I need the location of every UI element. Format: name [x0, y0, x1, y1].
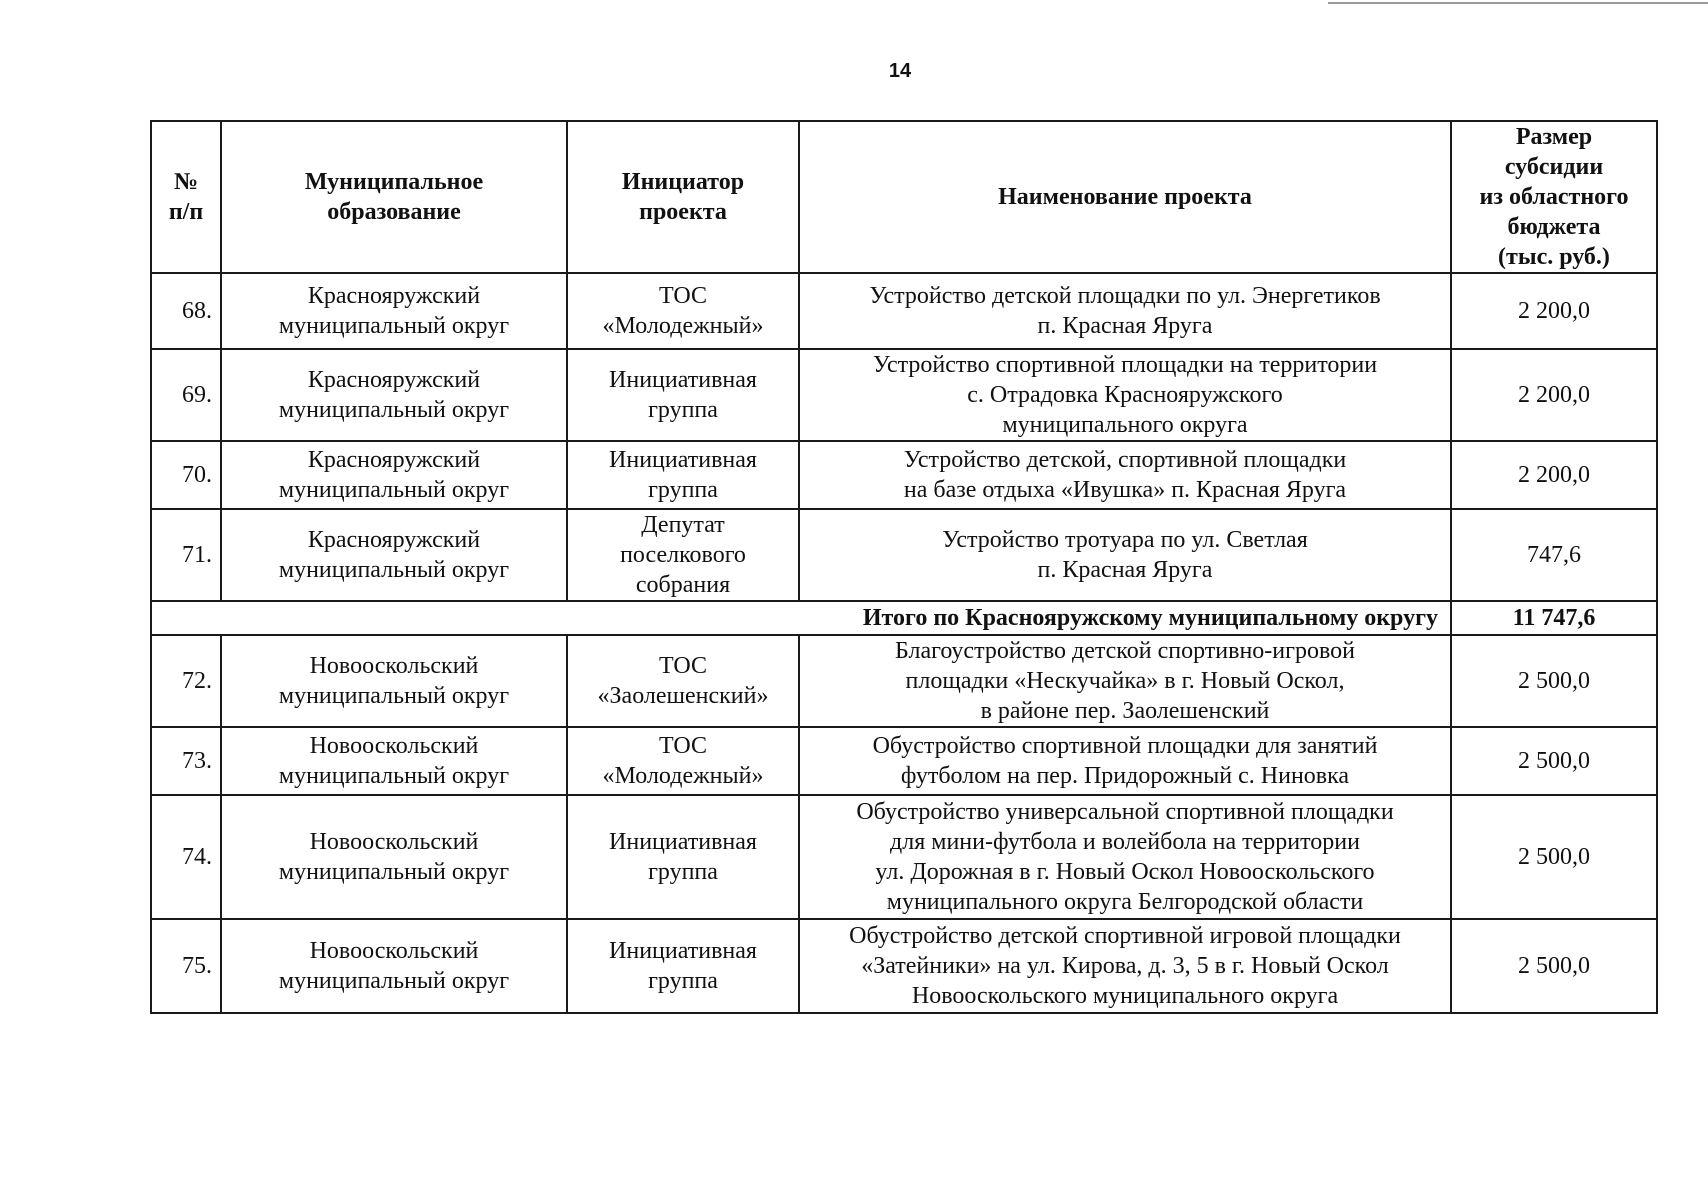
- cell-amount: 2 200,0: [1451, 349, 1657, 441]
- table-body: [151, 273, 1657, 1013]
- cell-num: 69.: [151, 349, 221, 441]
- cell-num: 68.: [151, 273, 221, 349]
- cell-municipality: Краснояружский муниципальный округ: [221, 509, 567, 601]
- cell-initiator: Депутат поселкового собрания: [567, 509, 799, 601]
- cell-amount: 2 200,0: [1451, 273, 1657, 349]
- cell-initiator: ТОС «Заолешенский»: [567, 635, 799, 727]
- table-header-row: [151, 121, 1657, 273]
- cell-initiator: Инициативная группа: [567, 349, 799, 441]
- cell-project: Обустройство детской спортивной игровой площадки «Затейники» на ул. Кирова, д. 3, 5 в г. Новый Оскол Новооскольского муниципального округа: [799, 919, 1451, 1013]
- cell-project: Устройство детской, спортивной площадки на базе отдыха «Ивушка» п. Красная Яруга: [799, 441, 1451, 509]
- cell-amount: 747,6: [1451, 509, 1657, 601]
- scan-edge-line: [1328, 2, 1708, 4]
- cell-amount: 2 200,0: [1451, 441, 1657, 509]
- cell-project: Устройство детской площадки по ул. Энергетиков п. Красная Яруга: [799, 273, 1451, 349]
- total-row: [151, 601, 1657, 635]
- table-row: [151, 509, 1657, 601]
- cell-municipality: Краснояружский муниципальный округ: [221, 349, 567, 441]
- cell-amount: 2 500,0: [1451, 635, 1657, 727]
- header-num: № п/п: [151, 121, 221, 273]
- header-project: Наименование проекта: [799, 121, 1451, 273]
- cell-amount: 2 500,0: [1451, 795, 1657, 919]
- subsidy-table: [150, 120, 1658, 1014]
- page-number: 14: [888, 60, 912, 82]
- cell-municipality: Краснояружский муниципальный округ: [221, 441, 567, 509]
- cell-project: Устройство спортивной площадки на территории с. Отрадовка Краснояружского муниципального округа: [799, 349, 1451, 441]
- cell-initiator: Инициативная группа: [567, 795, 799, 919]
- cell-municipality: Новооскольский муниципальный округ: [221, 795, 567, 919]
- cell-project: Устройство тротуара по ул. Светлая п. Красная Яруга: [799, 509, 1451, 601]
- table-row: [151, 635, 1657, 727]
- table-row: [151, 441, 1657, 509]
- cell-initiator: ТОС «Молодежный»: [567, 273, 799, 349]
- cell-initiator: Инициативная группа: [567, 919, 799, 1013]
- cell-municipality: Новооскольский муниципальный округ: [221, 635, 567, 727]
- cell-project: Обустройство универсальной спортивной площадки для мини-футбола и волейбола на территории ул. Дорожная в г. Новый Оскол Новооскольского муниципального округа Белгородской области: [799, 795, 1451, 919]
- cell-municipality: Краснояружский муниципальный округ: [221, 273, 567, 349]
- cell-num: 70.: [151, 441, 221, 509]
- table-row: [151, 919, 1657, 1013]
- cell-initiator: Инициативная группа: [567, 441, 799, 509]
- table-row: [151, 349, 1657, 441]
- header-initiator: Инициатор проекта: [567, 121, 799, 273]
- cell-project: Благоустройство детской спортивно-игровой площадки «Нескучайка» в г. Новый Оскол, в районе пер. Заолешенский: [799, 635, 1451, 727]
- header-amount: Размер субсидии из областного бюджета (тыс. руб.): [1451, 121, 1657, 273]
- total-amount: 11 747,6: [1451, 601, 1657, 635]
- header-municipality: Муниципальное образование: [221, 121, 567, 273]
- cell-num: 74.: [151, 795, 221, 919]
- table-row: [151, 795, 1657, 919]
- cell-municipality: Новооскольский муниципальный округ: [221, 919, 567, 1013]
- table-row: [151, 273, 1657, 349]
- cell-initiator: ТОС «Молодежный»: [567, 727, 799, 795]
- cell-amount: 2 500,0: [1451, 919, 1657, 1013]
- total-label: Итого по Краснояружскому муниципальному округу: [151, 601, 1451, 635]
- cell-num: 72.: [151, 635, 221, 727]
- cell-amount: 2 500,0: [1451, 727, 1657, 795]
- cell-num: 71.: [151, 509, 221, 601]
- cell-num: 73.: [151, 727, 221, 795]
- cell-num: 75.: [151, 919, 221, 1013]
- cell-municipality: Новооскольский муниципальный округ: [221, 727, 567, 795]
- cell-project: Обустройство спортивной площадки для занятий футболом на пер. Придорожный с. Ниновка: [799, 727, 1451, 795]
- table-row: [151, 727, 1657, 795]
